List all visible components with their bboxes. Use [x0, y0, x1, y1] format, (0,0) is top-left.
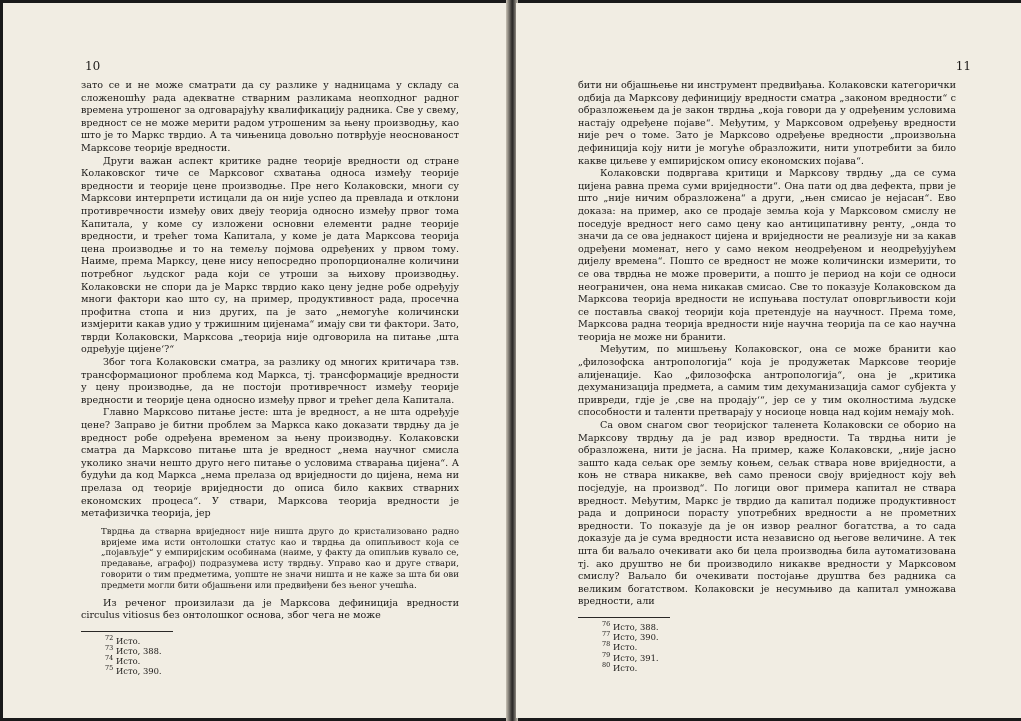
- footnote: [105, 633, 459, 646]
- page-number-right: 11: [955, 59, 971, 73]
- footnote-text: Исто.: [612, 642, 638, 653]
- footnote-text: Исто.: [115, 635, 141, 646]
- footnote: [602, 622, 956, 632]
- paragraph: Због тога Колаковски сматра, за разлику од многих критичара тзв. трансформационог проблема код Маркса, тј. трансформације вредности у цену производње, да не постоји противречност између теорије вредности и теорије цена односно између првог и трећег дела Капитала.: [81, 357, 459, 406]
- footnote: [602, 642, 956, 652]
- paragraph: бити ни објашњење ни инструмент предвиђања. Колаковски категорички одбија да Марксову дефиницију вредности сматра „законом вредности“ с образложењем да је закон тврдња „која говори да у одређеним условима настају одређене појаве“. Међутим, у Марксовом одређењу вредности није реч о томе. Зато је Марксово одређење вредности „произвољна дефиниција коју нити је могуће образложити, нити употребити за било какве циљеве у емпиријском опису економских појава“.: [578, 80, 956, 167]
- footnote-text: Исто.: [115, 656, 141, 667]
- block-quote: Тврдња да стварна вриједност није ништа друго до кристализовано радно вријеме има исти онтолошки статус као и тврдња да опипљивост која се „појављује“ у емпиријским особинама (наиме, у факту да опипљив кувало се, предавање, аграфој) подразумева исту тврдњу. Управо као и друге ствари, говорити о тим предметима, уопште не значи ништа и не каже за шта би ови предмети могли бити објашњени или предвиђени без њеног учешћа.: [101, 526, 459, 591]
- footnote-rule: [81, 631, 173, 632]
- footnote: [602, 650, 956, 663]
- footnote-text: Исто, 390.: [612, 632, 659, 643]
- footnote-text: Исто, 388.: [115, 645, 162, 656]
- paragraph: Други важан аспект критике радне теорије вредности од стране Колаковског тиче се Марксовог схватања односа између теорије вредности и теорије цене производње. Пре него Колаковски, многи су Марксови интерпрети истицали да он није успео да превлада и отклони противречности између ових двеју теорија односно између првог тома Капитала, у коме су изложени основни елементи радне теорије вредности, и трећег тома Капитала, у коме је дата Марксова теорија цена производње и то на темељу појмова одређених у првом тому. Наиме, према Марксу, цене нису непосредно пропорционалне количини потребног људског рада који се утроши за њихову производњу. Колаковски не спори да је Маркс тврдио како цену једне робе одређују многи фактори као што су, на пример, продуктивност рада, просечна профитна стопа и низ других, па је зато „немогуће количински измјерити какав удио у тржишним цијенама“ имају сви ти фактори. Зато, тврди Колаковски, Марксова „теорија није одговорила на питање ‚шта одређује цијене‘?“: [81, 155, 459, 356]
- footnote-number: 72: [105, 633, 114, 642]
- paragraph: зато се и не може сматрати да су разлике у надницама у складу са сложеношћу рада адекватне стварним разликама неопходног радног времена утрошеног за одговарајућу квалификацију радника. Све у свему, вредност се не може мерити радом утрошеним за њену производњу, као што је то Маркс тврдио. А та чињеница довољно потврђује неоснованост Марксове теорије вредности.: [81, 80, 459, 154]
- right-page: [516, 3, 1021, 718]
- footnote-number: 80: [602, 660, 611, 669]
- footnote-number: 77: [602, 630, 611, 639]
- footnote: [602, 632, 956, 642]
- footnote-text: Исто, 388.: [612, 621, 659, 632]
- left-page: [3, 3, 508, 718]
- footnote-text: Исто.: [612, 662, 638, 673]
- footnote-number: 78: [602, 640, 611, 649]
- footnote-number: 76: [602, 620, 611, 629]
- page-number-left: 10: [85, 59, 101, 73]
- footnote-number: 79: [602, 650, 611, 659]
- left-page-body: [81, 80, 459, 677]
- footnote-number: 73: [105, 644, 114, 653]
- footnote-number: 74: [105, 654, 114, 663]
- footnote-text: Исто, 390.: [115, 666, 162, 677]
- paragraph: Колаковски подвргава критици и Марксову тврдњу „да се сума цијена равна према суми вриједности“. Она пати од два дефекта, први је што „није ничим образложена“ а други, „њен смисао је нејасан“. Ево доказа: на пример, ако се продаје земља која у Марксовом смислу не поседује вредност него само цену као антиципативну ренту, „онда то значи да се ова једнакост цијена и вриједности не реализује ни за какав одређени моменат, него у само неком неодређеном и неодређујућем дијелу времена“. Пошто се вредност не може количински измерити, то се ова тврдња не може проверити, а пошто је период на који се односи неограничен, она нема никакав смисао. Све то показује Колаковском да Марксова теорија вредности не испуњава постулат оповргљивости који се поставља свакој теорији која претендује на научност. Према томе, Марксова радна теорија вредности није научна теорија па се као научна теорија не може ни бранити.: [578, 168, 956, 343]
- footnote: [602, 660, 956, 673]
- paragraph: Међутим, по мишљењу Колаковског, она се може бранити као „филозофска антропологија“ која је продужетак Марксове теорије алијенације. Као „филозофска антропологија“, она је „критика дехуманизација предмета, а самим тим дехуманизација самог субјекта у привреди, гдје је ‚све на продају‘“, јер се у тим околностима људске способности и таленти претварају у носиоце новца над којим немају моћ.: [578, 344, 956, 419]
- footnote-number: 75: [105, 664, 114, 673]
- footnote: [105, 646, 459, 656]
- paragraph: Са овом снагом свог теоријског таленета Колаковски се оборио на Марксову тврдњу да је рад извор вредности. Та тврдња нити је образложена, нити је јасна. На пример, каже Колаковски, „није јасно зашто када сељак оре земљу коњем, сељак ствара нове вриједности, а коњ не ствара никакве, већ само преноси своју вриједност коју већ посједује, на производ“. По логици овог примера капитал не ствара вредност. Међутим, Маркс је тврдио да капитал подиже продуктивност рада и доприноси порасту употребних вредности а не прометних вредности. То показује да је он извор реалног богатства, а то сада доказује да је сума вредности иста независно од његове величине. А тек шта би ваљало очекивати ако би цела производња била аутоматизована тј. ако друштво не би производило никакве вредности у Марксовом смислу? Ваљало би очекивати постојање друштва без радника са великим богатством. Колаковски је несумњиво да капитал умножава вредности, али: [578, 420, 956, 608]
- paragraph: Из реченог произилази да је Марксова дефиниција вредности circulus vitiosus без онтолошког основа, због чега не може: [81, 597, 459, 622]
- footnote: [105, 666, 459, 676]
- footnote: [105, 656, 459, 666]
- footnote-text: Исто, 391.: [612, 652, 659, 663]
- footnote-rule: [578, 617, 670, 618]
- right-page-body: [578, 80, 956, 673]
- paragraph: Главно Марксово питање јесте: шта је вредност, а не шта одређује цене? Заправо је битни проблем за Маркса како доказати тврдњу да је вредност робе одређена временом за њену производњу. Колаковски сматра да Марксово питање шта је вредност „нема научног смисла уколико значи нешто друго него питање о условима стварања цијена“. А будући да код Маркса „нема прелаза од вриједности до цијена, нема ни прелаза од теорије вриједности до описа било каквих стварних економских процеса“. У ствари, Марксова теорија вредности је метафизичка теорија, јер: [81, 407, 459, 520]
